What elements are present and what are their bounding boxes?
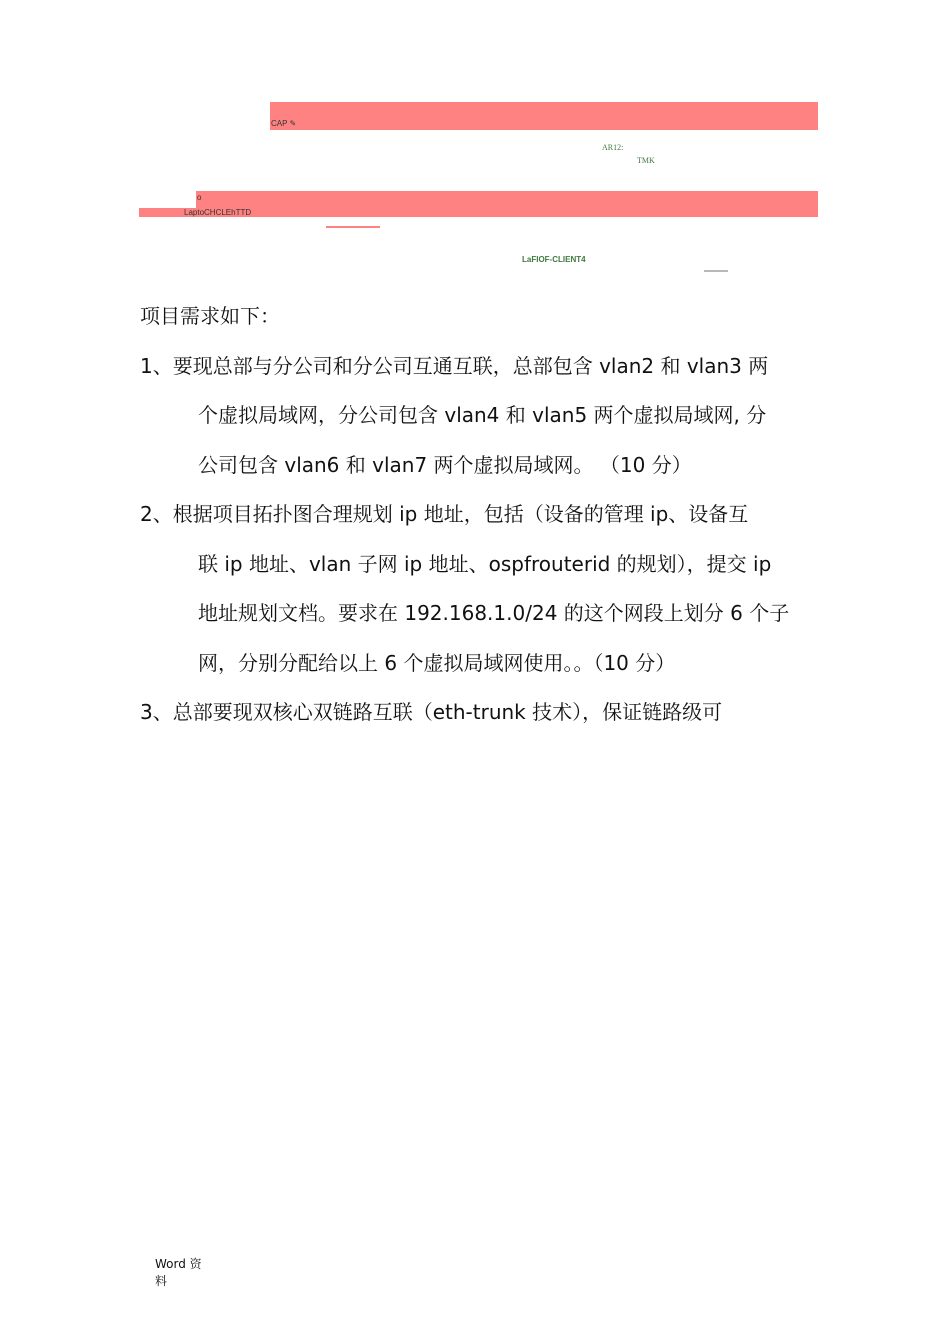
footer-line-2: 料 bbox=[155, 1274, 168, 1288]
marker-label: o bbox=[197, 193, 202, 202]
link-line bbox=[326, 226, 380, 228]
req-1-line-1: 1、要现总部与分公司和分公司互通互联，总部包含 vlan2 和 vlan3 两 bbox=[140, 353, 769, 378]
req-3-line-1: 3、总部要现双核心双链路互联（eth-trunk 技术），保证链路级可 bbox=[140, 700, 723, 724]
requirements-section bbox=[140, 292, 830, 738]
middle-band bbox=[196, 191, 818, 217]
laptop1-label: LaptoCHCLEhTTD bbox=[184, 208, 252, 217]
cap-label: CAP ✎ bbox=[271, 119, 297, 128]
req-2-line-1: 2、根据项目拓扑图合理规划 ip 地址，包括（设备的管理 ip、设备互 bbox=[140, 502, 749, 526]
ar12-label: AR12: bbox=[602, 143, 624, 152]
faint-mark bbox=[704, 270, 728, 272]
req-2-line-2: 联 ip 地址、vlan 子网 ip 地址、ospfrouterid 的规划），提交 ip bbox=[198, 551, 772, 576]
top-band bbox=[270, 102, 818, 130]
req-2-line-4: 网，分别分配给以上 6 个虚拟局域网使用。。（10 分） bbox=[198, 650, 676, 675]
req-2-line-3: 地址规划文档。要求在 192.168.1.0/24 的这个网段上划分 6 个子 bbox=[198, 601, 790, 625]
tmk-label: TMK bbox=[637, 156, 655, 165]
req-1-line-2: 个虚拟局域网，分公司包含 vlan4 和 vlan5 两个虚拟局域网, 分 bbox=[198, 403, 767, 427]
footer-line-1: Word 资 bbox=[155, 1257, 202, 1271]
requirements-heading: 项目需求如下： bbox=[140, 304, 280, 328]
page-footer bbox=[155, 1256, 215, 1290]
client4-label: LaFIOF-CLIENT4 bbox=[522, 255, 586, 264]
req-1-line-3: 公司包含 vlan6 和 vlan7 两个虚拟局域网。 （10 分） bbox=[198, 452, 692, 477]
